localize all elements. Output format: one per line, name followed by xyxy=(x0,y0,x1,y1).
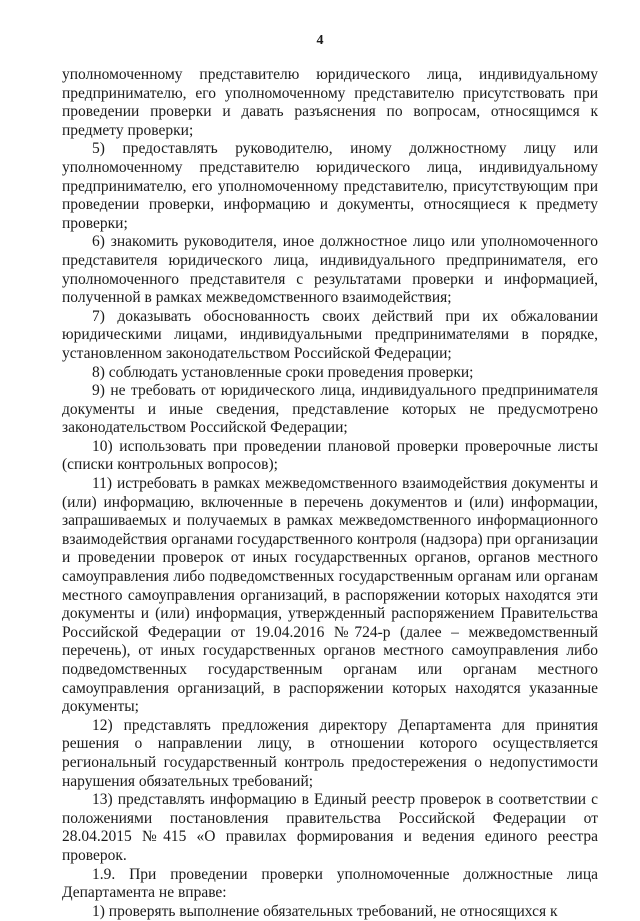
paragraph: 6) знакомить руководителя, иное должностное лицо или уполномоченного представителя юридического лица, индивидуального предпринимателя, его уполномоченного представителя с результатами проверки и информацией, полученной в рамках межведомственного взаимодействия; xyxy=(62,233,598,307)
paragraph: 12) представлять предложения директору Департамента для принятия решения о направлении лицу, в отношении которого осуществляется региональный государственный контроль предостережения о недопустимости нарушения обязательных требований; xyxy=(62,716,598,790)
paragraph: уполномоченному представителю юридического лица, индивидуальному предпринимателю, его уполномоченному представителю присутствовать при проведении проверки и давать разъяснения по вопросам, относящимся к предмету проверки; xyxy=(62,66,598,139)
paragraph: 8) соблюдать установленные сроки проведения проверки; xyxy=(92,363,474,381)
paragraph: 1.9. При проведении проверки уполномоченные должностные лица Департамента не вправе: xyxy=(62,865,598,902)
document-body xyxy=(62,66,598,921)
page-number: 4 xyxy=(316,33,324,48)
paragraph: 10) использовать при проведении плановой проверки проверочные листы (списки контрольных вопросов); xyxy=(62,437,598,474)
paragraph: 11) истребовать в рамках межведомственного взаимодействия документы и (или) информацию, включенные в перечень документов и (или) информации, запрашиваемых и получаемых в рамках межведомственного информационного взаимодействия органами государственного контроля (надзора) при организации и проведении проверок от иных государственных органов, органов местного самоуправления либо подведомственных государственным органам или органам местного самоуправления организаций, в распоряжении которых находятся эти документы и (или) информация, утвержденный распоряжением Правительства Российской Федерации от 19.04.2016 №724-р (далее – межведомственный перечень), от иных государственных органов местного самоуправления либо подведомственных государственным органам или органам местного самоуправления организаций, в распоряжении которых находятся указанные документы; xyxy=(62,475,598,716)
paragraph: 5) предоставлять руководителю, иному должностному лицу или уполномоченному представителю юридического лица, индивидуальному предпринимателю, его уполномоченному представителю, присутствующим при проведении проверки, информацию и документы, относящиеся к предмету проверки; xyxy=(62,140,598,232)
paragraph: 13) представлять информацию в Единый реестр проверок в соответствии с положениями постановления правительства Российской Федерации от 28.04.2015 №415 «О правилах формирования и ведения единого реестра проверок. xyxy=(62,791,598,864)
paragraph: 9) не требовать от юридического лица, индивидуального предпринимателя документы и иные сведения, представление которых не предусмотрено законодательством Российской Федерации; xyxy=(62,382,598,437)
paragraph: 7) доказывать обоснованность своих действий при их обжаловании юридическими лицами, индивидуальными предпринимателями в порядке, установленном законодательством Российской Федерации; xyxy=(62,307,598,362)
paragraph: 1) проверять выполнение обязательных требований, не относящихся к xyxy=(92,902,558,920)
